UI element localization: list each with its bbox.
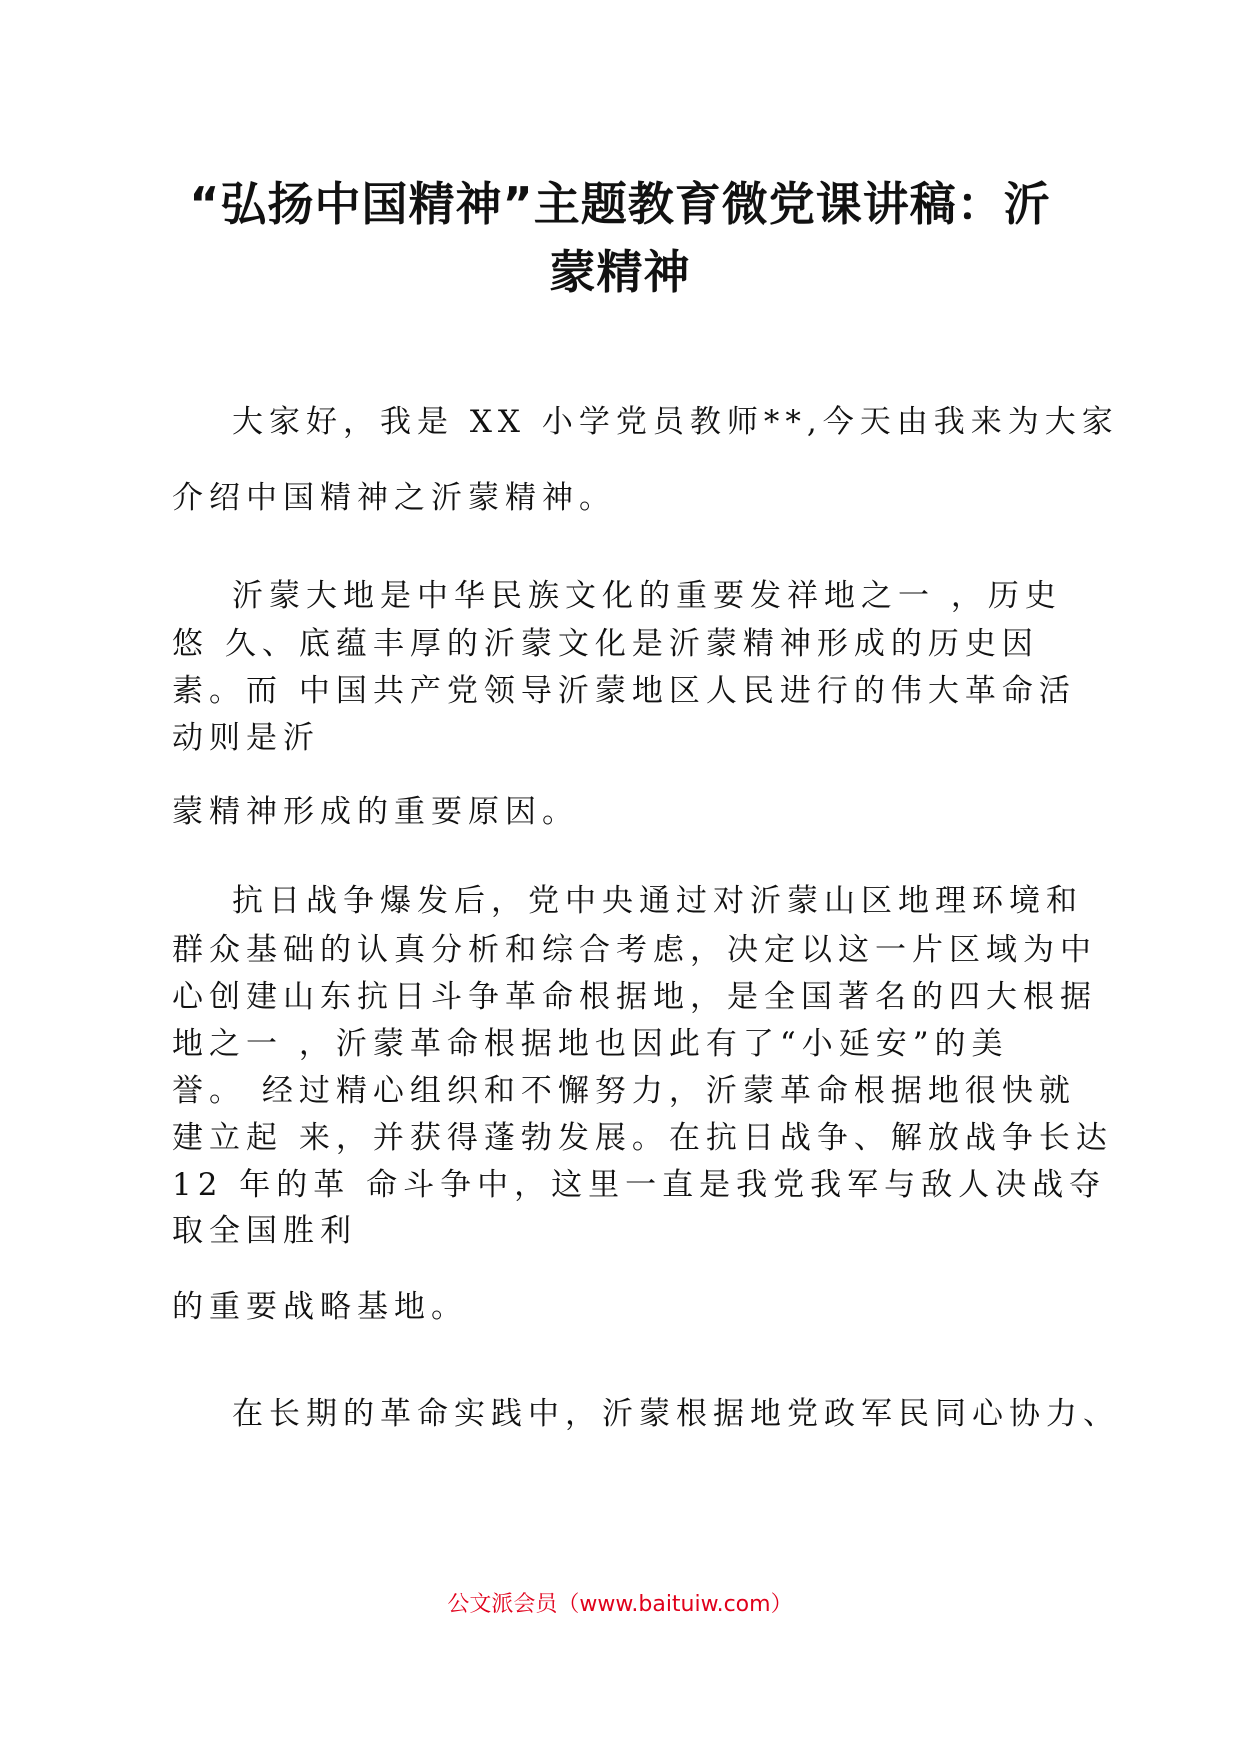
paragraph-2-line-5: 蒙精神形成的重要原因。 [172, 794, 579, 830]
paragraph-1-line-2: 介绍中国精神之沂蒙精神。 [172, 480, 616, 516]
paragraph-2-line-2: 悠 久、底蕴丰厚的沂蒙文化是沂蒙精神形成的历史因 [172, 626, 1039, 662]
paragraph-3-line-3: 心创建山东抗日斗争革命根据地，是全国著名的四大根据 [172, 979, 1097, 1015]
paragraph-3-line-6: 建立起 来，并获得蓬勃发展。在抗日战争、解放战争长达 [172, 1120, 1113, 1156]
title-line-2: 蒙精神 [549, 245, 691, 299]
paragraph-2-line-1: 沂蒙大地是中华民族文化的重要发祥地之一 ，历史 [232, 578, 1062, 614]
paragraph-2-line-4: 动则是沂 [172, 720, 320, 756]
paragraph-3-line-4: 地之一 ，沂蒙革命根据地也因此有了“小延安”的美 [172, 1026, 1009, 1062]
title-line-1: “弘扬中国精神”主题教育微党课讲稿：沂 [189, 177, 1051, 231]
paragraph-3-line-7: 12 年的革 命斗争中，这里一直是我党我军与敌人决战夺 [172, 1167, 1107, 1203]
paragraph-3-line-1: 抗日战争爆发后，党中央通过对沂蒙山区地理环境和 [232, 883, 1083, 919]
paragraph-3-line-9: 的重要战略基地。 [172, 1289, 468, 1325]
paragraph-2-line-3: 素。而 中国共产党领导沂蒙地区人民进行的伟大革命活 [172, 673, 1076, 709]
paragraph-1-line-1: 大家好，我是 XX 小学党员教师**,今天由我来为大家 [232, 404, 1119, 440]
paragraph-3-line-2: 群众基础的认真分析和综合考虑，决定以这一片区域为中 [172, 932, 1097, 968]
paragraph-3-line-5: 誉。 经过精心组织和不懈努力，沂蒙革命根据地很快就 [172, 1073, 1076, 1109]
paragraph-3-line-8: 取全国胜利 [172, 1213, 357, 1249]
paragraph-4-line-1: 在长期的革命实践中，沂蒙根据地党政军民同心协力、 [232, 1396, 1120, 1432]
page-title [150, 170, 1090, 306]
footer-watermark: 公文派会员（www.baituiw.com） [447, 1592, 793, 1617]
